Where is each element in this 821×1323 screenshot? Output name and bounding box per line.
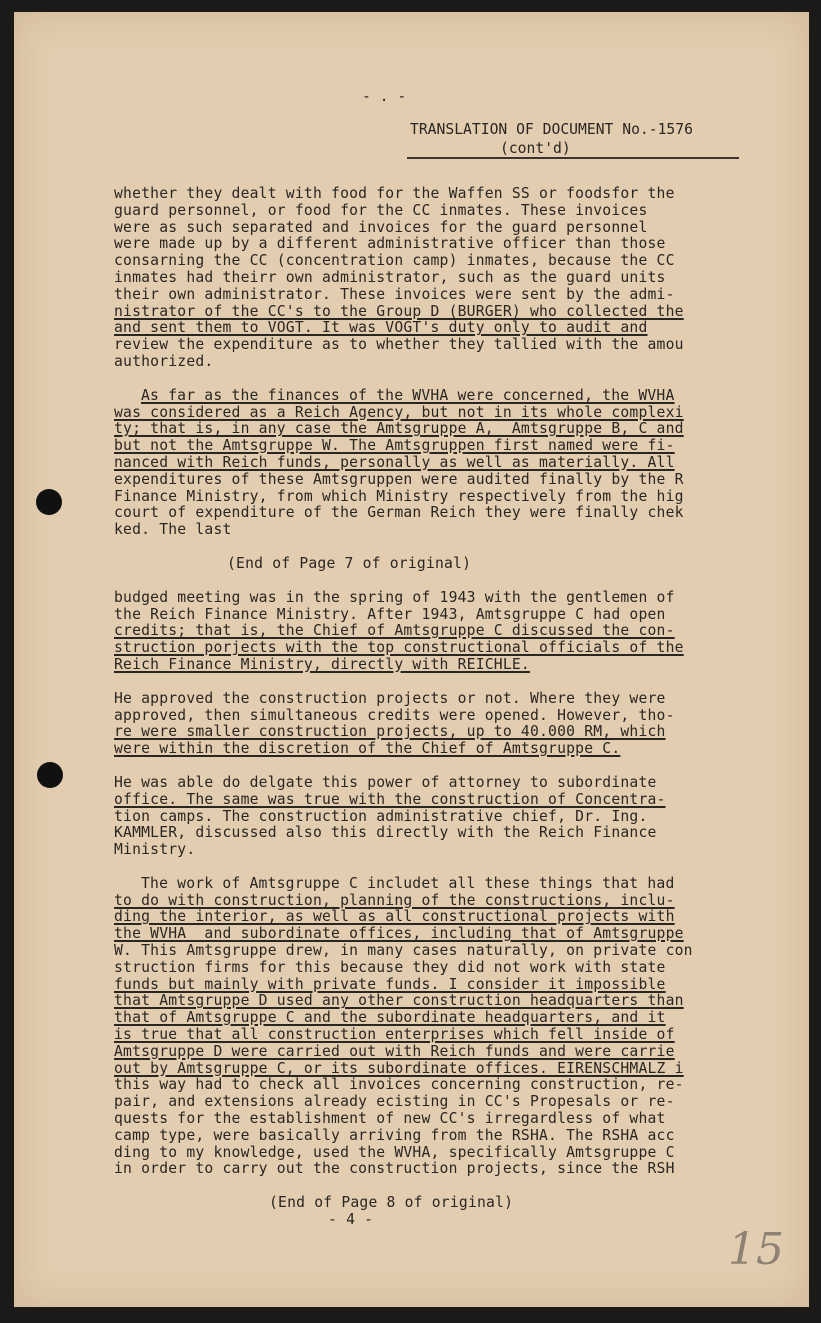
text-line: W. This Amtsgruppe drew, in many cases naturally, on private con — [114, 942, 693, 960]
page-break-8 — [114, 1195, 742, 1212]
text-line: that of Amtsgruppe C and the subordinate headquarters, and it — [114, 1009, 666, 1027]
text-line: to do with construction, planning of the constructions, inclu- — [114, 891, 675, 909]
text-line: and sent them to VOGT. It was VOGT's duty only to audit and — [114, 319, 648, 337]
text-line: review the expenditure as to whether they tallied with the amou — [114, 336, 684, 354]
paragraph-6 — [114, 876, 742, 1178]
text-line: but not the Amtsgruppe W. The Amtsgruppen first named were fi- — [114, 437, 675, 455]
text-line: He was able do delgate this power of attorney to subordinate — [114, 773, 657, 791]
text-line: inmates had theirr own administrator, such as the guard units — [114, 268, 666, 286]
text-line: were made up by a different administrative officer than those — [114, 235, 666, 253]
paragraph-2 — [114, 388, 742, 539]
text-line: The work of Amtsgruppe C includet all these things that had — [141, 874, 675, 892]
text-line: nanced with Reich funds, personally as well as materially. All — [114, 453, 675, 471]
page-break-note: (End of Page 7 of original) — [227, 554, 472, 572]
text-line: Reich Finance Ministry, directly with REICHLE. — [114, 655, 530, 673]
text-line: that Amtsgruppe D used any other construction headquarters than — [114, 992, 684, 1010]
text-line: consarning the CC (concentration camp) inmates, because the CC — [114, 252, 675, 270]
text-line: ding the interior, as well as all constructional projects with — [114, 908, 675, 926]
text-line: struction firms for this because they did not work with state — [114, 958, 666, 976]
text-line: Finance Ministry, from which Ministry respectively from the hig — [114, 487, 684, 505]
punch-hole — [36, 489, 62, 515]
text-line: Ministry. — [114, 841, 196, 859]
text-line: struction porjects with the top constructional officials of the — [114, 639, 684, 657]
text-line: re were smaller construction projects, up to 40.000 RM, which — [114, 723, 666, 741]
page-break-7 — [114, 556, 742, 573]
text-line: guard personnel, or food for the CC inmates. These invoices — [114, 201, 648, 219]
text-line: KAMMLER, discussed also this directly with the Reich Finance — [114, 824, 657, 842]
text-line: the WVHA and subordinate offices, including that of Amtsgruppe — [114, 925, 684, 943]
text-line: were within the discretion of the Chief of Amtsgruppe C. — [114, 740, 621, 758]
text-line: He approved the construction projects or not. Where they were — [114, 689, 666, 707]
punch-hole — [37, 762, 63, 788]
text-line: Amtsgruppe D were carried out with Reich funds and were carrie — [114, 1042, 675, 1060]
page-number-row — [114, 1212, 742, 1229]
header-dash: - . - — [362, 88, 407, 105]
document-body — [114, 186, 742, 1229]
text-line: expenditures of these Amtsgruppen were audited finally by the R — [114, 470, 684, 488]
text-line: whether they dealt with food for the Waffen SS or foodsfor the — [114, 185, 675, 202]
text-line: As far as the finances of the WVHA were concerned, the WVHA — [141, 386, 675, 404]
header-rule — [407, 157, 739, 159]
text-line: this way had to check all invoices concerning construction, re- — [114, 1076, 684, 1094]
text-line: tion camps. The construction administrative chief, Dr. Ing. — [114, 807, 648, 825]
text-line: court of expenditure of the German Reich they were finally chek — [114, 504, 684, 522]
paragraph-1 — [114, 186, 742, 371]
page-number: - 4 - — [328, 1211, 374, 1229]
paragraph-4 — [114, 691, 742, 758]
text-line: nistrator of the CC's to the Group D (BURGER) who collected the — [114, 302, 684, 320]
text-line: credits; that is, the Chief of Amtsgruppe C discussed the con- — [114, 622, 675, 640]
text-line: quests for the establishment of new CC's irregardless of what — [114, 1110, 666, 1128]
text-line: pair, and extensions already ecisting in CC's Propesals or re- — [114, 1093, 675, 1111]
text-line: were as such separated and invoices for the guard personnel — [114, 218, 648, 236]
text-line: is true that all construction enterprises which fell inside of — [114, 1026, 675, 1044]
text-line: budged meeting was in the spring of 1943 with the gentlemen of — [114, 588, 675, 606]
document-title: TRANSLATION OF DOCUMENT No.-1576 — [410, 121, 693, 138]
text-line: the Reich Finance Ministry. After 1943, Amtsgruppe C had open — [114, 605, 666, 623]
text-line: was considered as a Reich Agency, but not in its whole complexi — [114, 403, 684, 421]
text-line: out by Amtsgruppe C, or its subordinate offices. EIRENSCHMALZ i — [114, 1059, 684, 1077]
page-break-note: (End of Page 8 of original) — [269, 1194, 514, 1212]
text-line: ked. The last — [114, 521, 232, 539]
text-line: camp type, were basically arriving from the RSHA. The RSHA acc — [114, 1126, 675, 1144]
paragraph-5 — [114, 775, 742, 859]
text-line: approved, then simultaneous credits were opened. However, tho- — [114, 706, 675, 724]
text-line: ding to my knowledge, used the WVHA, specifically Amtsgruppe C — [114, 1143, 675, 1161]
text-line: in order to carry out the construction projects, since the RSH — [114, 1160, 675, 1178]
text-line: ty; that is, in any case the Amtsgruppe A, Amtsgruppe B, C and — [114, 420, 684, 438]
text-line: funds but mainly with private funds. I consider it impossible — [114, 975, 666, 993]
handwritten-page-mark: 15 — [728, 1224, 784, 1275]
paragraph-3 — [114, 590, 742, 674]
text-line: authorized. — [114, 352, 214, 370]
text-line: office. The same was true with the construction of Concentra- — [114, 790, 666, 808]
text-line: their own administrator. These invoices were sent by the admi- — [114, 285, 675, 303]
document-subtitle: (cont'd) — [500, 140, 571, 157]
